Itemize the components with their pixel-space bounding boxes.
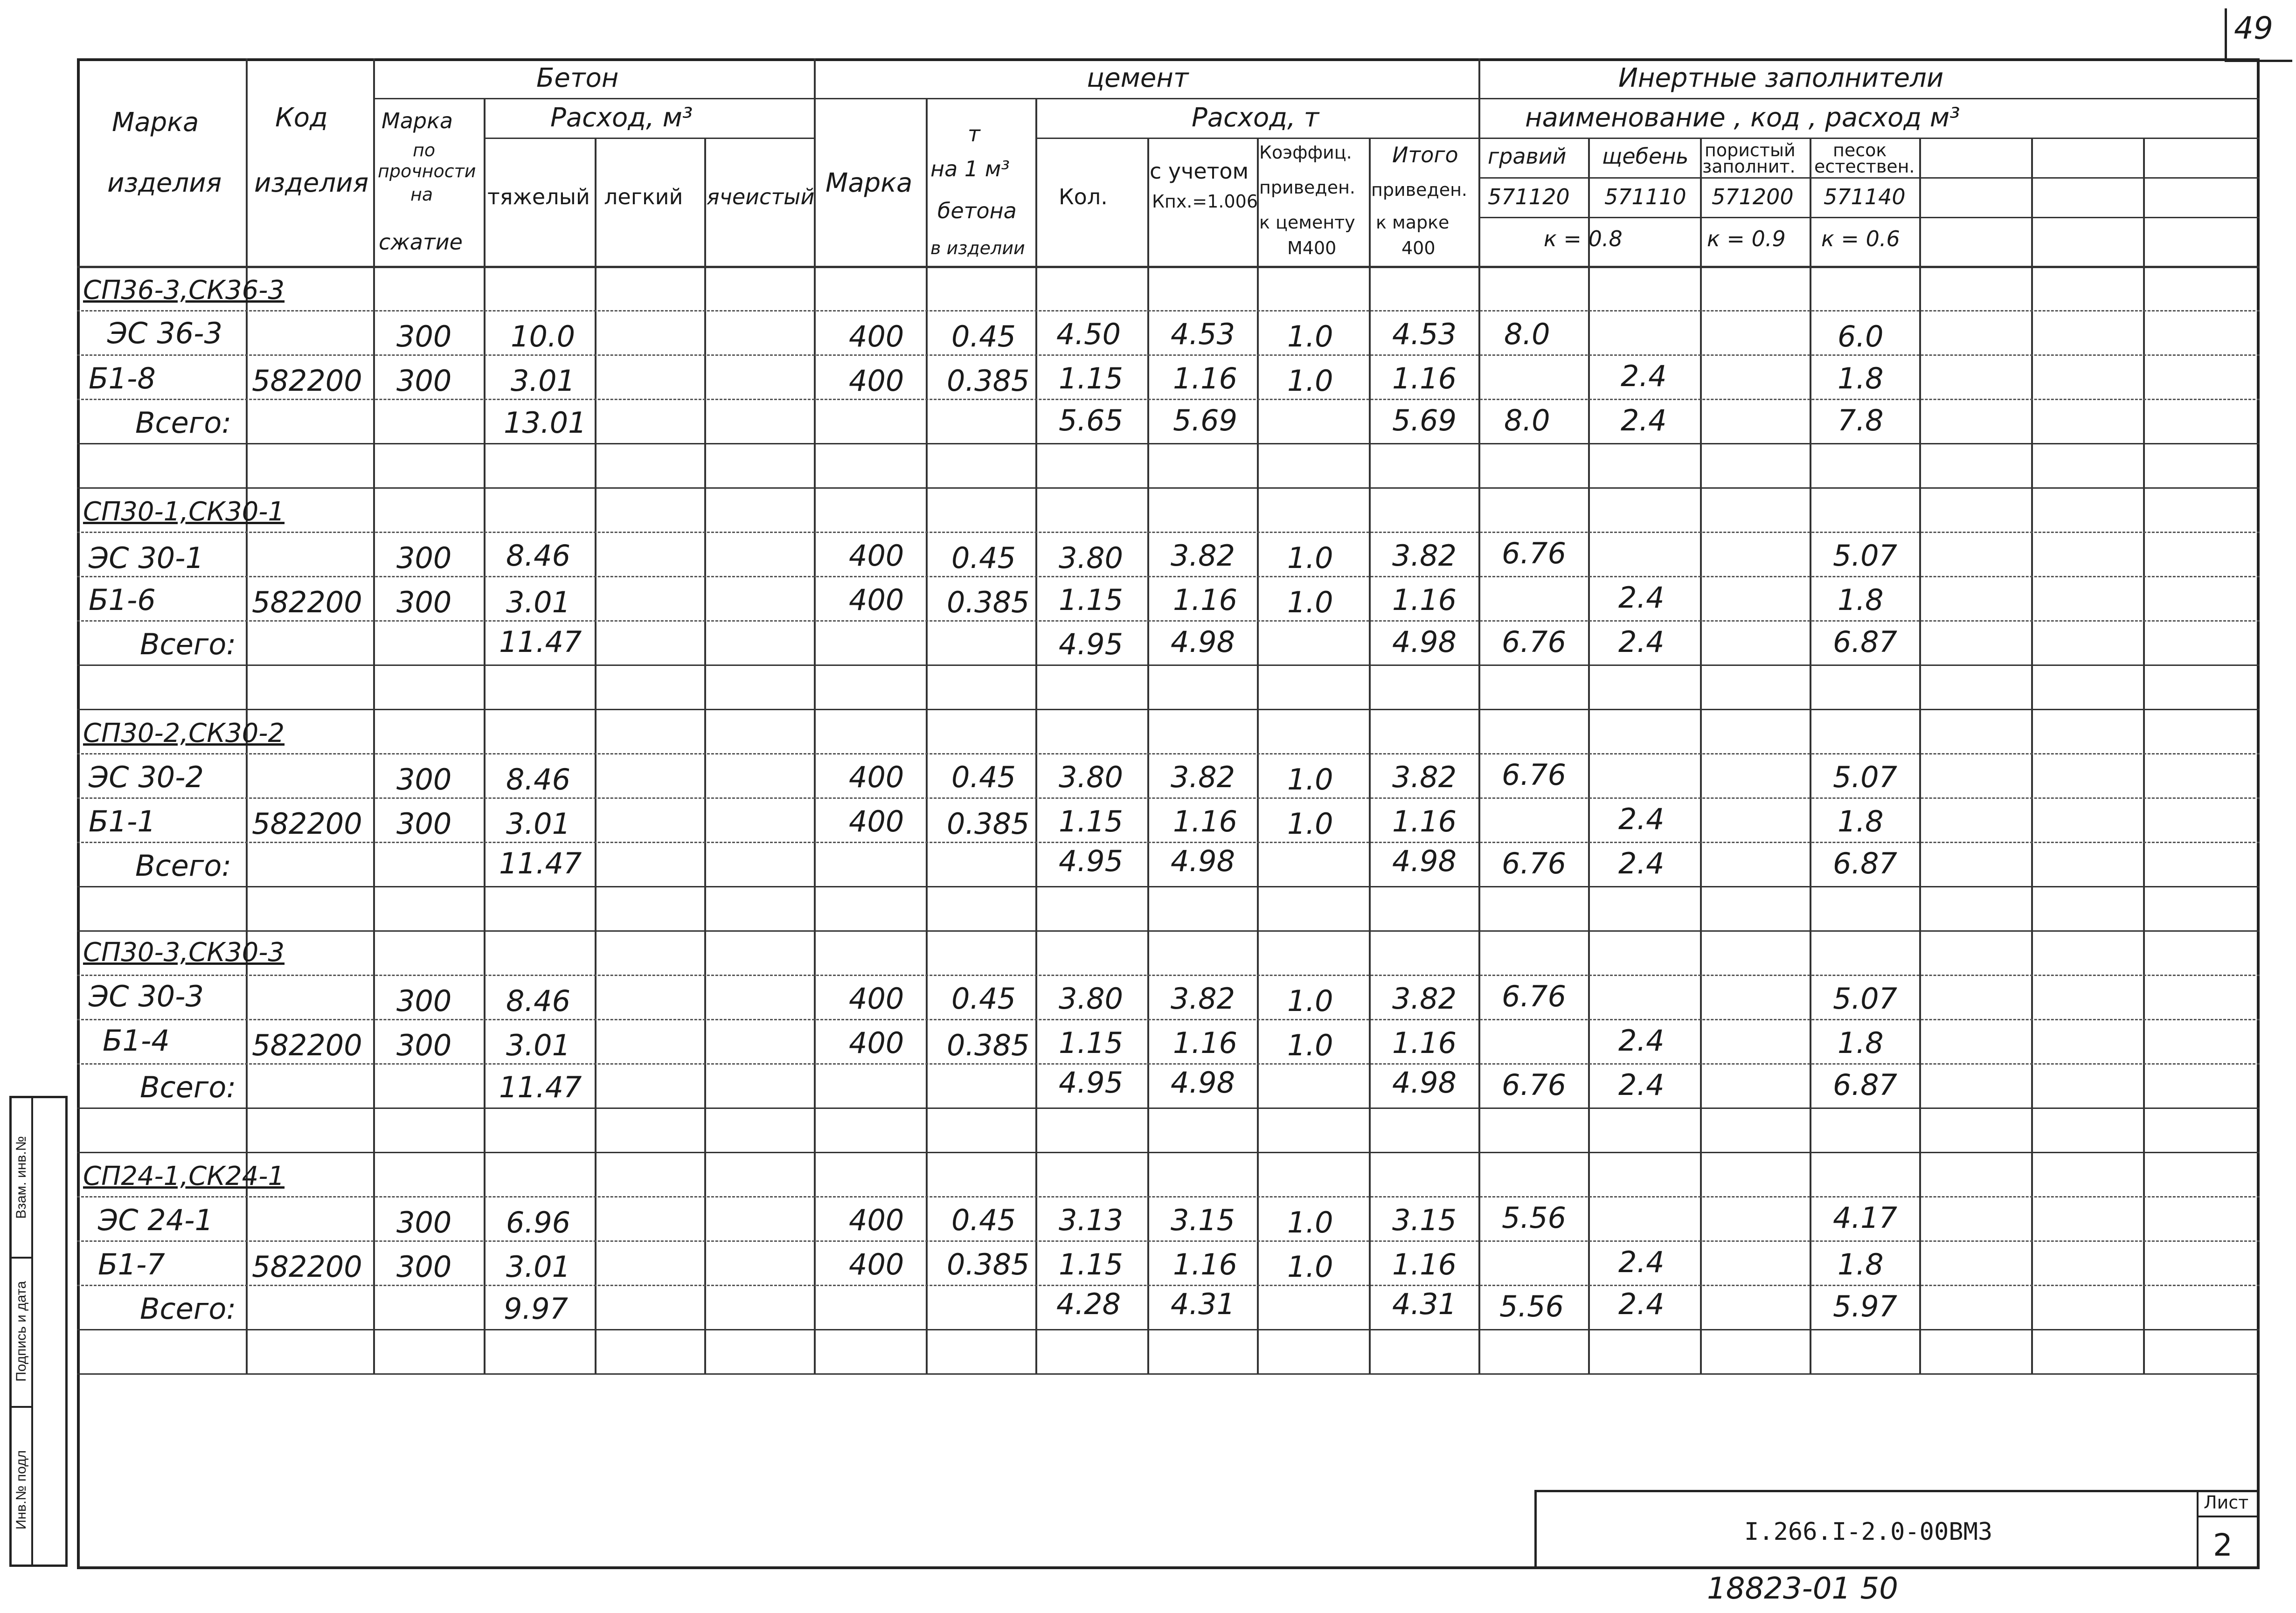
row-line: [77, 797, 2260, 799]
row-line: [77, 975, 2260, 976]
header-strength: прочности: [378, 161, 476, 181]
sum-gravel: 8.0: [1504, 403, 1550, 437]
row-heavy: 6.96: [506, 1205, 571, 1239]
header-gravel: гравий: [1488, 144, 1567, 169]
row-t: 0.45: [951, 541, 1016, 575]
row-sand: 1.8: [1838, 1247, 1884, 1281]
row-line: [77, 1152, 2260, 1153]
row-coef: 1.0: [1287, 1205, 1333, 1239]
col-line: [1257, 138, 1259, 1373]
header-crushed: щебень: [1602, 144, 1689, 169]
row-total: 3.82: [1392, 539, 1457, 573]
row-line: [77, 1329, 2260, 1330]
header-sand: естествен.: [1814, 156, 1915, 177]
header-inert: Инертные заполнители: [1618, 63, 1944, 93]
row-coef: 1.0: [1287, 762, 1333, 796]
row-t: 0.45: [951, 319, 1016, 353]
sum-label: Всего:: [135, 406, 232, 440]
header-t: бетона: [937, 198, 1017, 223]
sheet-label: Лист: [2204, 1492, 2249, 1513]
sum-sand: 6.87: [1833, 1068, 1898, 1102]
sum-qty: 5.65: [1059, 403, 1124, 437]
row-mark: ЭС 30-2: [89, 760, 204, 794]
row-total: 3.15: [1392, 1203, 1457, 1237]
row-line: [77, 443, 2260, 444]
row-coef: 1.0: [1287, 1250, 1333, 1284]
row-cmark: 400: [849, 804, 904, 838]
row-withk: 3.15: [1171, 1203, 1235, 1237]
header-total: приведен.: [1371, 180, 1468, 200]
header-line: [373, 98, 2260, 99]
sum-label: Всего:: [140, 627, 236, 661]
header-mark: Марка: [112, 107, 199, 138]
row-line: [77, 310, 2260, 312]
row-cmark: 400: [849, 364, 904, 398]
header-strength: на: [410, 184, 433, 205]
sum-heavy: 11.47: [499, 625, 582, 659]
header-strength: сжатие: [379, 229, 463, 255]
row-heavy: 8.46: [506, 762, 571, 796]
row-t: 0.45: [951, 982, 1016, 1016]
row-heavy: 8.46: [506, 539, 571, 573]
row-heavy: 3.01: [506, 585, 571, 619]
sum-sand: 6.87: [1833, 625, 1898, 659]
archive-number: 18823-01 50: [1707, 1571, 1898, 1606]
row-line: [77, 709, 2260, 710]
row-mark: Б1-6: [89, 583, 156, 617]
row-line: [77, 487, 2260, 489]
header-code-sand: 571140: [1824, 184, 1906, 209]
row-withk: 1.16: [1173, 361, 1238, 395]
row-heavy: 3.01: [506, 807, 571, 841]
row-crushed: 2.4: [1618, 1024, 1665, 1058]
header-strength: Марка: [382, 108, 453, 133]
row-crushed: 2.4: [1618, 802, 1665, 836]
col-line: [373, 58, 375, 1373]
header-mark: изделия: [107, 168, 222, 198]
row-strength: 300: [396, 762, 452, 796]
row-total: 1.16: [1392, 583, 1457, 617]
row-gravel: 6.76: [1502, 758, 1567, 792]
col-line: [2031, 138, 2033, 1373]
header-k-porous: к = 0.9: [1707, 226, 1786, 251]
document-code: I.266.I-2.0-00ВМ3: [1744, 1518, 1993, 1546]
row-t: 0.385: [947, 1028, 1030, 1062]
row-line: [77, 1019, 2260, 1020]
sum-heavy: 11.47: [499, 846, 582, 880]
row-code: 582200: [252, 364, 362, 398]
col-line: [926, 98, 928, 1373]
header-concrete: Бетон: [536, 63, 619, 93]
stamp-label-replace: Взам. инв.№: [14, 1136, 29, 1219]
sum-qty: 4.95: [1059, 1066, 1124, 1100]
row-qty: 3.80: [1059, 760, 1124, 794]
sum-crushed: 2.4: [1618, 1287, 1665, 1321]
row-strength: 300: [396, 1205, 452, 1239]
header-line: [1478, 217, 2260, 218]
row-line: [77, 1373, 2260, 1375]
row-qty: 3.80: [1059, 541, 1124, 575]
sum-total: 4.98: [1392, 1066, 1457, 1100]
row-mark: ЭС 36-3: [107, 316, 223, 350]
sum-sand: 6.87: [1833, 846, 1898, 880]
corner-page-number: 49: [2234, 10, 2273, 46]
group-title: СП30-2,СК30-2: [83, 718, 285, 748]
sum-withk: 4.98: [1171, 1066, 1235, 1100]
row-t: 0.385: [947, 585, 1030, 619]
row-line: [77, 886, 2260, 887]
row-heavy: 10.0: [511, 319, 576, 353]
header-light: легкий: [604, 184, 683, 209]
row-withk: 1.16: [1173, 804, 1238, 838]
sum-gravel: 6.76: [1502, 846, 1567, 880]
row-cmark: 400: [849, 1026, 904, 1060]
sum-withk: 4.98: [1171, 844, 1235, 878]
row-code: 582200: [252, 1250, 362, 1284]
row-mark: Б1-1: [89, 804, 156, 838]
row-code: 582200: [252, 585, 362, 619]
row-strength: 300: [396, 319, 452, 353]
row-withk: 1.16: [1173, 1026, 1238, 1060]
sum-crushed: 2.4: [1618, 625, 1665, 659]
row-gravel: 5.56: [1502, 1201, 1567, 1235]
row-line: [77, 1240, 2260, 1242]
row-heavy: 3.01: [506, 1028, 571, 1062]
row-line: [77, 532, 2260, 533]
row-coef: 1.0: [1287, 541, 1333, 575]
header-coef: Коэффиц.: [1259, 142, 1352, 163]
row-mark: Б1-4: [103, 1024, 170, 1058]
sum-qty: 4.28: [1056, 1287, 1121, 1321]
header-strength: по: [413, 140, 436, 160]
sum-sand: 7.8: [1838, 403, 1884, 437]
row-total: 3.82: [1392, 760, 1457, 794]
row-cmark: 400: [849, 1203, 904, 1237]
row-withk: 3.82: [1171, 760, 1235, 794]
row-sand: 5.07: [1833, 760, 1898, 794]
row-heavy: 3.01: [506, 1250, 571, 1284]
row-total: 1.16: [1392, 361, 1457, 395]
sum-gravel: 6.76: [1502, 625, 1567, 659]
header-qty: Кол.: [1059, 184, 1108, 209]
row-line: [77, 1196, 2260, 1198]
row-sand: 1.8: [1838, 804, 1884, 838]
row-line: [77, 1063, 2260, 1065]
group-title: СП30-1,СК30-1: [83, 497, 285, 527]
sum-label: Всего:: [140, 1292, 236, 1326]
header-porous: заполнит.: [1702, 156, 1796, 177]
sheet-number: 2: [2213, 1527, 2233, 1563]
sum-heavy: 13.01: [504, 406, 587, 440]
sum-sand: 5.97: [1833, 1289, 1898, 1323]
row-qty: 1.15: [1059, 361, 1124, 395]
row-line: [77, 399, 2260, 400]
stamp-divider: [12, 1257, 31, 1259]
row-t: 0.45: [951, 1203, 1016, 1237]
row-gravel: 8.0: [1504, 317, 1550, 351]
group-title: СП36-3,СК36-3: [83, 275, 285, 305]
row-total: 4.53: [1392, 317, 1457, 351]
row-total: 1.16: [1392, 1026, 1457, 1060]
row-withk: 3.82: [1171, 982, 1235, 1016]
row-line: [77, 620, 2260, 622]
col-line: [1919, 138, 1921, 1373]
row-line: [77, 576, 2260, 577]
row-strength: 300: [396, 1028, 452, 1062]
sum-crushed: 2.4: [1621, 403, 1667, 437]
row-qty: 1.15: [1059, 1247, 1124, 1281]
row-qty: 3.13: [1059, 1203, 1124, 1237]
row-t: 0.385: [947, 364, 1030, 398]
row-qty: 4.50: [1056, 317, 1121, 351]
header-withk: с учетом: [1150, 159, 1249, 184]
header-bottom-line: [77, 266, 2260, 268]
row-t: 0.385: [947, 1247, 1030, 1281]
row-line: [77, 753, 2260, 755]
row-crushed: 2.4: [1618, 581, 1665, 615]
sum-qty: 4.95: [1059, 844, 1124, 878]
row-total: 1.16: [1392, 1247, 1457, 1281]
header-code: изделия: [254, 168, 369, 198]
sum-crushed: 2.4: [1618, 846, 1665, 880]
row-t: 0.45: [951, 760, 1016, 794]
row-strength: 300: [396, 807, 452, 841]
row-sand: 4.17: [1833, 1201, 1898, 1235]
sum-total: 4.98: [1392, 625, 1457, 659]
col-line: [1700, 138, 1702, 1373]
header-coef: М400: [1287, 238, 1337, 258]
row-withk: 4.53: [1171, 317, 1235, 351]
row-heavy: 8.46: [506, 984, 571, 1018]
sum-total: 4.98: [1392, 844, 1457, 878]
header-concrete-usage: Расход, м³: [550, 103, 693, 133]
row-sand: 6.0: [1838, 319, 1884, 353]
row-cmark: 400: [849, 583, 904, 617]
row-line: [77, 842, 2260, 843]
header-code-gravel: 571120: [1488, 184, 1570, 209]
header-line: [1478, 138, 2260, 139]
row-line: [77, 1285, 2260, 1286]
header-cement: цемент: [1087, 63, 1189, 93]
row-withk: 1.16: [1173, 583, 1238, 617]
sum-withk: 5.69: [1173, 403, 1238, 437]
sum-label: Всего:: [140, 1070, 236, 1104]
row-gravel: 6.76: [1502, 979, 1567, 1013]
header-code-porous: 571200: [1712, 184, 1794, 209]
sum-heavy: 9.97: [504, 1292, 569, 1326]
row-sand: 1.8: [1838, 1026, 1884, 1060]
row-line: [77, 354, 2260, 356]
row-heavy: 3.01: [511, 364, 576, 398]
header-total: 400: [1401, 238, 1436, 258]
row-line: [77, 930, 2260, 932]
sheet-box-line: [2197, 1490, 2199, 1569]
col-line: [2143, 138, 2145, 1373]
row-withk: 3.82: [1171, 539, 1235, 573]
side-stamp: [9, 1096, 68, 1567]
row-line: [77, 665, 2260, 666]
col-line: [1478, 58, 1480, 1373]
row-sand: 1.8: [1838, 583, 1884, 617]
col-line: [1369, 138, 1371, 1373]
row-cmark: 400: [849, 319, 904, 353]
header-k-sand: к = 0.6: [1821, 226, 1900, 251]
row-strength: 300: [396, 364, 452, 398]
row-withk: 1.16: [1173, 1247, 1238, 1281]
row-coef: 1.0: [1287, 319, 1333, 353]
sum-total: 4.31: [1392, 1287, 1457, 1321]
header-cellular: ячеистый: [707, 184, 815, 209]
sum-heavy: 11.47: [499, 1070, 582, 1104]
row-gravel: 6.76: [1502, 536, 1567, 570]
row-strength: 300: [396, 1250, 452, 1284]
row-crushed: 2.4: [1618, 1245, 1665, 1279]
row-t: 0.385: [947, 807, 1030, 841]
header-t: в изделии: [930, 238, 1025, 258]
header-sand: песок: [1833, 140, 1887, 160]
row-coef: 1.0: [1287, 364, 1333, 398]
stamp-label-inv: Инв.№ подл: [14, 1450, 29, 1530]
row-coef: 1.0: [1287, 984, 1333, 1018]
header-coef: к цементу: [1259, 212, 1355, 233]
col-line: [814, 58, 816, 1373]
col-line: [484, 98, 486, 1373]
group-title: СП30-3,СК30-3: [83, 937, 285, 968]
col-line: [1588, 138, 1590, 1373]
row-qty: 1.15: [1059, 583, 1124, 617]
row-sand: 1.8: [1838, 361, 1884, 395]
header-cement-mark: Марка: [825, 168, 913, 198]
col-line: [1035, 98, 1037, 1373]
row-crushed: 2.4: [1621, 359, 1667, 393]
header-cement-usage: Расход, т: [1192, 103, 1319, 133]
header-heavy: тяжелый: [487, 184, 590, 209]
sum-label: Всего:: [135, 849, 232, 883]
sum-withk: 4.98: [1171, 625, 1235, 659]
row-qty: 1.15: [1059, 804, 1124, 838]
header-k-gravel-crushed: к = 0.8: [1544, 226, 1623, 251]
header-code-crushed: 571110: [1604, 184, 1686, 209]
row-cmark: 400: [849, 982, 904, 1016]
row-code: 582200: [252, 1028, 362, 1062]
col-line: [1147, 138, 1149, 1373]
header-line: [484, 138, 814, 139]
header-line: [1035, 138, 1478, 139]
sum-withk: 4.31: [1171, 1287, 1235, 1321]
row-coef: 1.0: [1287, 585, 1333, 619]
row-total: 1.16: [1392, 804, 1457, 838]
sum-gravel: 5.56: [1499, 1289, 1564, 1323]
row-mark: ЭС 30-3: [89, 979, 204, 1013]
col-line: [595, 138, 597, 1373]
row-cmark: 400: [849, 1247, 904, 1281]
row-total: 3.82: [1392, 982, 1457, 1016]
header-line: [1478, 177, 2260, 179]
row-code: 582200: [252, 807, 362, 841]
group-title: СП24-1,СК24-1: [83, 1161, 285, 1191]
row-coef: 1.0: [1287, 807, 1333, 841]
row-strength: 300: [396, 585, 452, 619]
col-line: [1810, 138, 1811, 1373]
header-inert-sub: наименование , код , расход м³: [1525, 103, 1960, 133]
header-coef: приведен.: [1259, 177, 1356, 198]
stamp-label-sign: Подпись и дата: [14, 1281, 29, 1382]
row-mark: ЭС 24-1: [98, 1203, 214, 1237]
sum-total: 5.69: [1392, 403, 1457, 437]
row-sand: 5.07: [1833, 539, 1898, 573]
row-coef: 1.0: [1287, 1028, 1333, 1062]
sum-crushed: 2.4: [1618, 1068, 1665, 1102]
header-total: Итого: [1392, 142, 1458, 167]
header-total: к марке: [1376, 212, 1450, 233]
row-mark: Б1-7: [98, 1247, 165, 1281]
header-code: Код: [275, 103, 328, 133]
header-t: т: [968, 121, 980, 146]
header-t: на 1 м³: [930, 156, 1010, 181]
header-porous: пористый: [1705, 140, 1796, 160]
sum-gravel: 6.76: [1502, 1068, 1567, 1102]
row-strength: 300: [396, 984, 452, 1018]
col-line: [704, 138, 706, 1373]
row-cmark: 400: [849, 539, 904, 573]
row-strength: 300: [396, 541, 452, 575]
stamp-divider: [12, 1406, 31, 1408]
row-qty: 1.15: [1059, 1026, 1124, 1060]
row-sand: 5.07: [1833, 982, 1898, 1016]
row-mark: Б1-8: [89, 361, 156, 395]
row-cmark: 400: [849, 760, 904, 794]
row-qty: 3.80: [1059, 982, 1124, 1016]
row-line: [77, 1108, 2260, 1109]
sheet-box-line: [2197, 1516, 2257, 1517]
header-withk: Кпх.=1.006: [1152, 191, 1258, 212]
row-mark: ЭС 30-1: [89, 541, 204, 575]
sum-qty: 4.95: [1059, 627, 1124, 661]
